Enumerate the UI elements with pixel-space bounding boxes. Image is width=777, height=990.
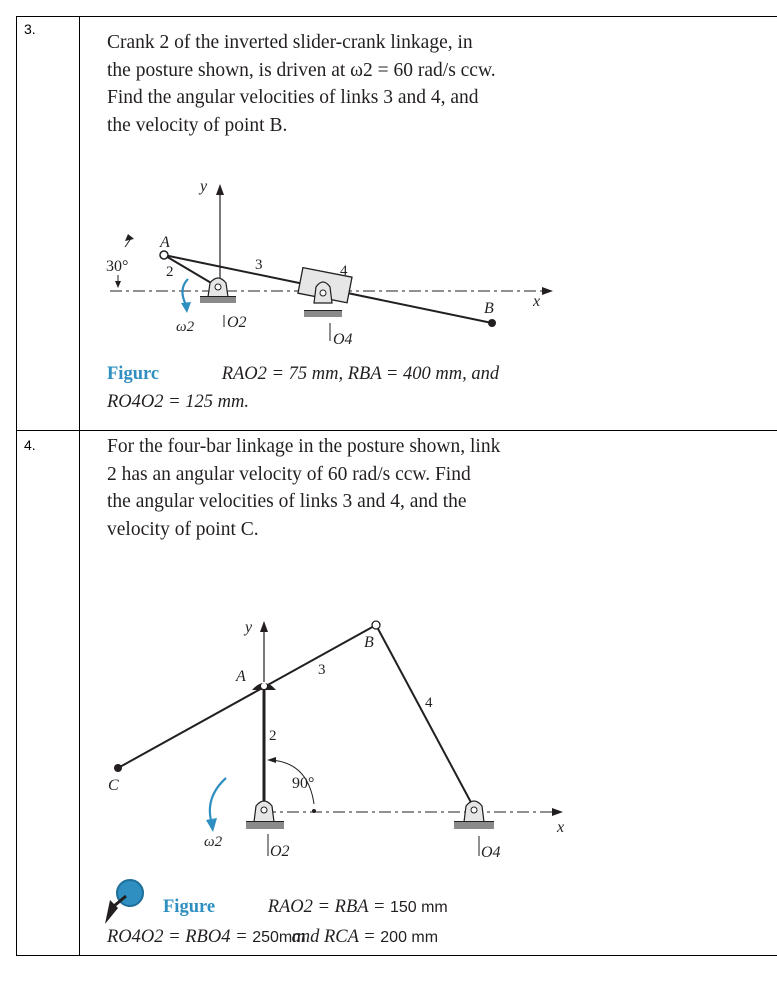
point-b: [488, 319, 496, 327]
point-c: [114, 764, 122, 772]
table-border-left: [16, 16, 17, 956]
caption-line-2-prefix: RO4O2 = RBO4 =: [107, 927, 253, 947]
x-axis-arrow-icon: [542, 287, 553, 295]
o4-label: O4: [333, 331, 353, 348]
joint-b: [372, 621, 380, 629]
o4-label: O4: [481, 844, 501, 861]
figure-caption-line-2: [107, 927, 438, 948]
statement-line: Crank 2 of the inverted slider-crank linkage, in: [107, 32, 473, 53]
omega-arrow-icon: [210, 778, 226, 824]
o2-label: O2: [270, 843, 290, 860]
omega-label: ω2: [204, 834, 223, 850]
problem-statement: [107, 433, 587, 543]
problem-statement: [107, 29, 587, 139]
x-axis-label: x: [557, 819, 565, 836]
link-4: [376, 625, 474, 808]
link-3-label: 3: [318, 662, 326, 678]
point-a-label: A: [160, 234, 170, 251]
link-4-label: 4: [425, 695, 433, 711]
y-axis-label: y: [200, 178, 208, 195]
link-3-label: 3: [255, 257, 263, 273]
problem-number: 3.: [24, 21, 36, 37]
point-b-label: B: [364, 634, 374, 651]
y-axis-label: y: [245, 619, 253, 636]
point-c-label: C: [108, 777, 119, 794]
omega-label: ω2: [176, 319, 195, 335]
figure-caption: [107, 364, 499, 385]
link-3: [118, 625, 376, 768]
statement-line: 2 has an angular velocity of 60 rad/s ccw. Find: [107, 463, 471, 485]
angle-label: 90°: [292, 775, 315, 792]
statement-line: the velocity of point B.: [107, 114, 288, 136]
x-axis-label: x: [533, 293, 541, 310]
caption-line-1: RAO2 = 75 mm, RBA = 400 mm, and: [221, 364, 500, 384]
four-bar-figure: [100, 612, 580, 867]
link-2-label: 2: [269, 728, 277, 744]
figure-word: Figurc: [107, 364, 160, 384]
figure-word: Figure: [163, 897, 216, 917]
x-axis-arrow-icon: [552, 808, 563, 816]
table-border-mid: [16, 430, 777, 431]
ground-pivot-o4: [454, 801, 494, 829]
caption-value: 150 mm: [389, 899, 448, 916]
ground-pivot-o2: [246, 801, 284, 829]
angle-label: 30°: [106, 258, 129, 275]
statement-line: For the four-bar linkage in the posture shown, link: [107, 436, 501, 457]
statement-line: the posture shown, is driven at ω2 = 60 rad/s ccw.: [107, 59, 496, 81]
caption-line-1: RAO2 = RBA =: [267, 897, 390, 917]
caption-value: 200 mm: [380, 929, 439, 946]
link-4-label: 4: [340, 263, 348, 279]
cursor-pointer-icon: [100, 878, 152, 930]
problem-number: 4.: [24, 437, 36, 453]
table-border-top: [16, 16, 777, 17]
joint-a: [160, 251, 168, 259]
point-a-label: A: [236, 668, 246, 685]
table-column-divider: [79, 16, 80, 956]
point-b-label: B: [484, 300, 494, 317]
figure-caption: [163, 897, 448, 918]
slider-crank-figure: [100, 175, 570, 355]
statement-line: the angular velocities of links 3 and 4, and the: [107, 491, 467, 512]
y-axis-arrow-icon: [216, 184, 224, 195]
statement-line: velocity of point C.: [107, 518, 259, 540]
caption-value: 250mm: [252, 929, 306, 946]
link-2-label: 2: [166, 264, 174, 280]
statement-line: Find the angular velocities of links 3 and 4, and: [107, 87, 479, 108]
caption-line-2-and: and RCA =: [291, 927, 381, 947]
y-axis-arrow-icon: [260, 621, 268, 632]
o2-label: O2: [227, 314, 247, 331]
table-border-bottom: [16, 955, 777, 956]
figure-caption-line-2: RO4O2 = 125 mm.: [107, 392, 249, 412]
omega-arrow-icon: [182, 279, 188, 305]
